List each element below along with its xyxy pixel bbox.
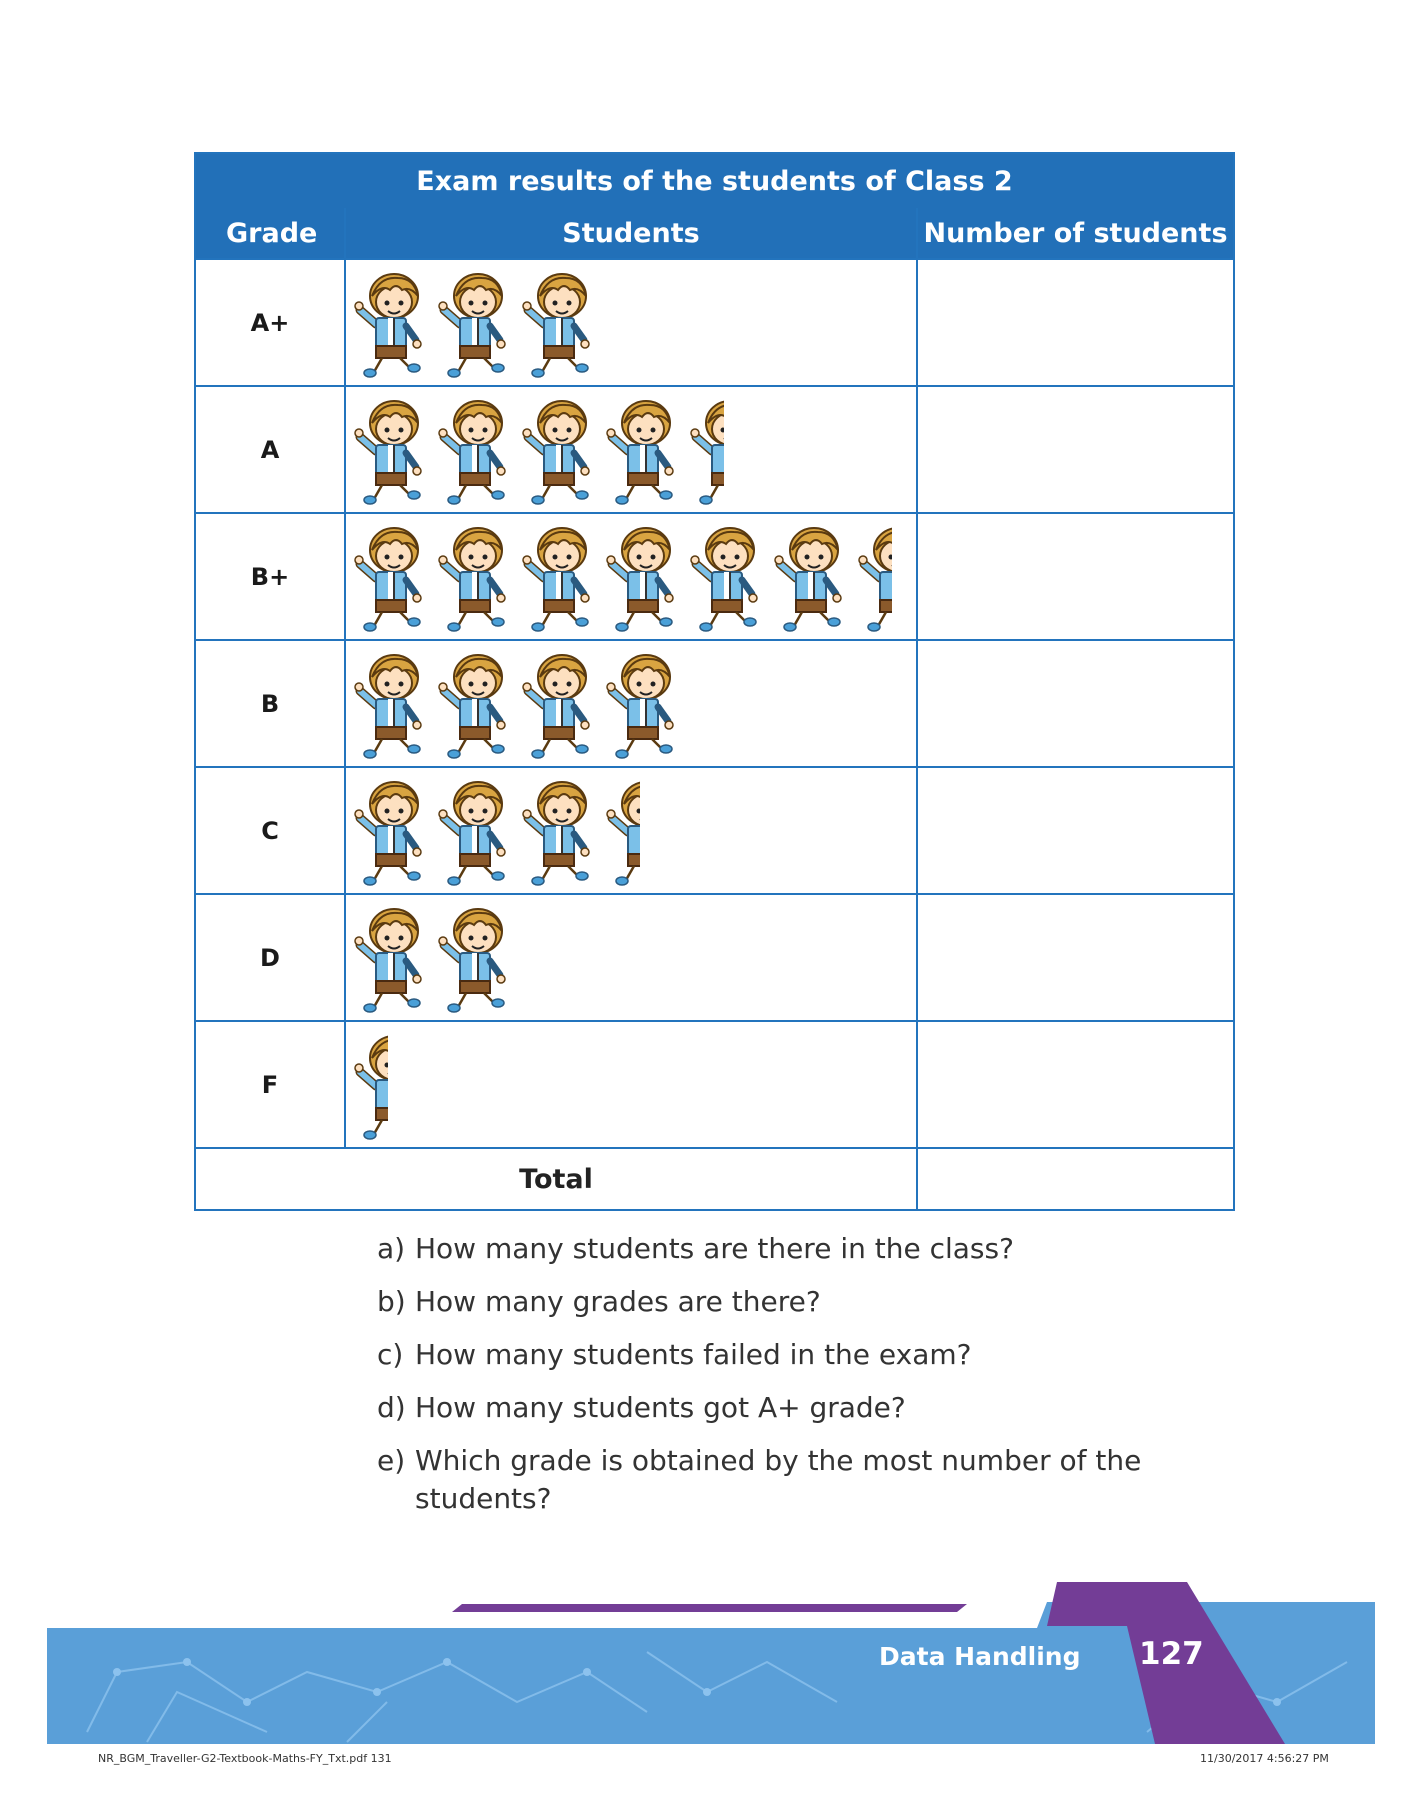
column-header-grade: Grade [195,208,345,259]
question-item [377,1336,1177,1374]
grade-cell: A [195,386,345,513]
question-item [377,1230,1177,1268]
results-table [194,152,1235,1211]
grade-cell: C [195,767,345,894]
question-label: e) [377,1444,406,1477]
student-icon [434,522,514,632]
page-number: 127 [1139,1636,1204,1672]
question-item [377,1283,1177,1321]
question-text: How many students failed in the exam? [415,1338,972,1371]
number-of-students-input[interactable] [917,767,1234,894]
number-of-students-input[interactable] [917,513,1234,640]
student-icon [350,903,430,1013]
total-input[interactable] [917,1148,1234,1210]
number-of-students-input[interactable] [917,259,1234,386]
student-icon [350,268,430,378]
grade-cell: D [195,894,345,1021]
table-row [195,767,1234,894]
question-text: How many students got A+ grade? [415,1391,906,1424]
half-student-icon [686,395,724,505]
pictograph-cell [345,513,917,640]
table-row [195,513,1234,640]
questions-list [377,1230,1177,1533]
student-icon [518,649,598,759]
print-slug-timestamp: 11/30/2017 4:56:27 PM [1200,1752,1329,1765]
student-icon [350,649,430,759]
student-icon [350,522,430,632]
pictograph-cell [345,894,917,1021]
print-slug-file: NR_BGM_Traveller-G2-Textbook-Maths-FY_Txt.pdf 131 [98,1752,392,1765]
column-header-number: Number of students [917,208,1234,259]
student-icon [350,776,430,886]
number-of-students-input[interactable] [917,1021,1234,1148]
grade-cell: B [195,640,345,767]
student-icon [602,522,682,632]
grade-cell: A+ [195,259,345,386]
student-icon [686,522,766,632]
question-text: How many grades are there? [415,1285,821,1318]
question-item [377,1442,1177,1518]
footer-chapter-title: Data Handling [879,1642,1081,1671]
question-label: a) [377,1232,406,1265]
grade-cell: F [195,1021,345,1148]
question-text: Which grade is obtained by the most number of the students? [415,1444,1142,1515]
grade-cell: B+ [195,513,345,640]
half-student-icon [602,776,640,886]
pictograph-cell [345,386,917,513]
table-row [195,640,1234,767]
total-label: Total [195,1148,917,1210]
student-icon [602,395,682,505]
student-icon [434,776,514,886]
question-label: d) [377,1391,406,1424]
student-icon [518,395,598,505]
student-icon [518,522,598,632]
half-student-icon [350,1030,388,1140]
number-of-students-input[interactable] [917,640,1234,767]
student-icon [434,903,514,1013]
table-row [195,894,1234,1021]
page-footer [47,1582,1375,1744]
pictograph-cell [345,259,917,386]
student-icon [350,395,430,505]
question-text: How many students are there in the class? [415,1232,1014,1265]
student-icon [602,649,682,759]
student-icon [434,268,514,378]
column-header-students: Students [345,208,917,259]
question-item [377,1389,1177,1427]
pictograph-cell [345,640,917,767]
student-icon [770,522,850,632]
table-row [195,1021,1234,1148]
student-icon [518,268,598,378]
number-of-students-input[interactable] [917,386,1234,513]
question-label: c) [377,1338,404,1371]
table-row [195,259,1234,386]
pictograph-cell [345,1021,917,1148]
student-icon [518,776,598,886]
student-icon [434,649,514,759]
question-label: b) [377,1285,406,1318]
half-student-icon [854,522,892,632]
pictograph-cell [345,767,917,894]
number-of-students-input[interactable] [917,894,1234,1021]
table-title: Exam results of the students of Class 2 [195,153,1234,208]
student-icon [434,395,514,505]
table-row [195,386,1234,513]
